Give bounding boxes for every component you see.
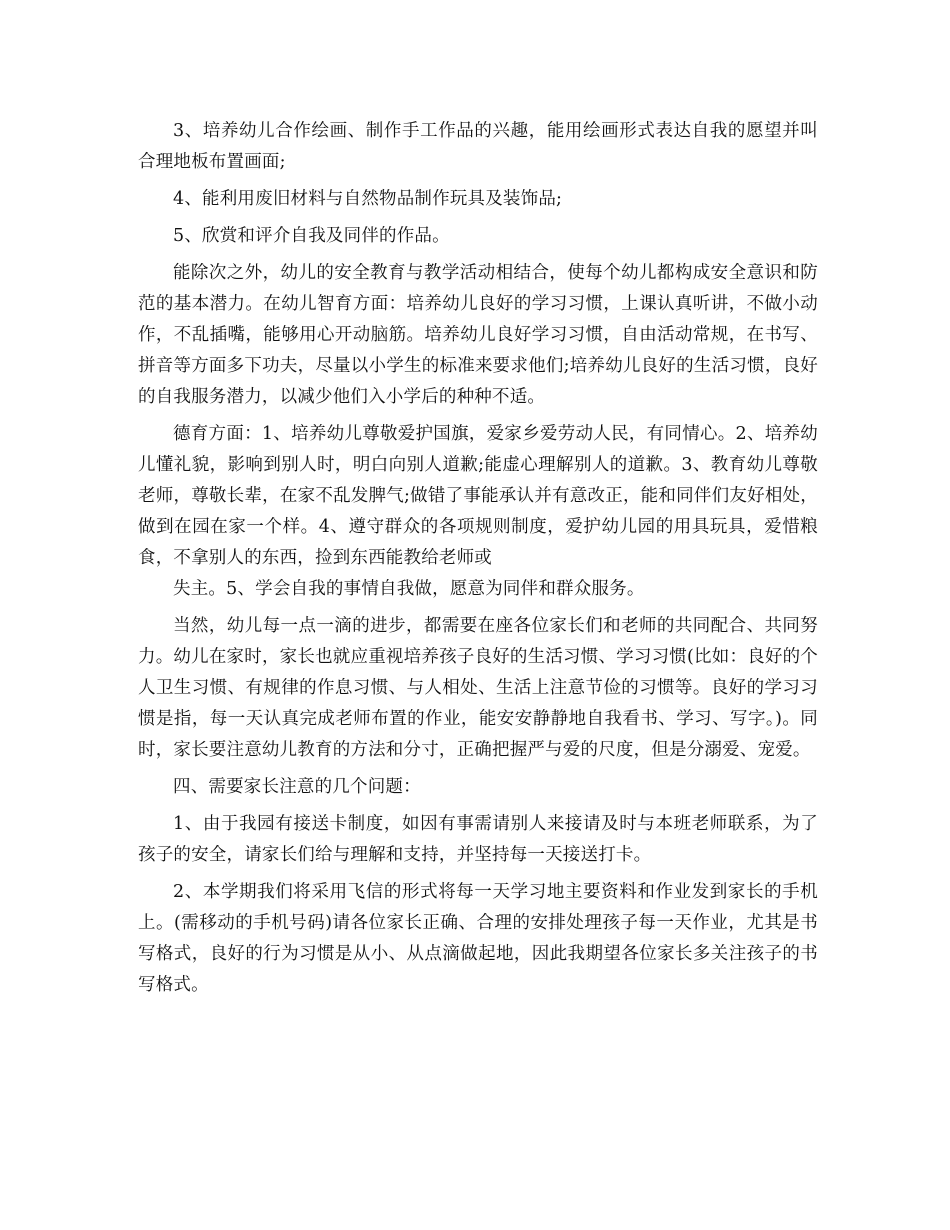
paragraph-goal-5: 5、欣赏和评介自我及同伴的作品。 <box>173 226 450 246</box>
paragraph-moral-education-cont: 失主。5、学会自我的事情自我做，愿意为同伴和群众服务。 <box>173 579 645 599</box>
paragraph-goal-4: 4、能利用废旧材料与自然物品制作玩具及装饰品; <box>173 189 563 209</box>
paragraph-note-1: 1、由于我园有接送卡制度，如因有事需请别人来接请及时与本班老师联系，为了孩子的安全，请家长们给与理解和支持，并坚持每一天接送打卡。 <box>138 814 818 865</box>
paragraph-note-2: 2、本学期我们将采用飞信的形式将每一天学习地主要资料和作业发到家长的手机上。(需移动的手机号码)请各位家长正确、合理的安排处理孩子每一天作业，尤其是书写格式，良好的行为习惯是从小、从点滴做起地，因此我期望各位家长多关注孩子的书写格式。 <box>138 882 818 995</box>
paragraph-safety-intellect: 能除次之外，幼儿的安全教育与教学活动相结合，使每个幼儿都构成安全意识和防范的基本潜力。在幼儿智育方面：培养幼儿良好的学习习惯，上课认真听讲，不做小动作，不乱插嘴，能够用心开动脑筋。培养幼儿良好学习习惯，自由活动常规，在书写、拼音等方面多下功夫，尽量以小学生的标准来要求他们;培养幼儿良好的生活习惯，良好的自我服务潜力，以减少他们入小学后的种种不适。 <box>138 263 818 407</box>
paragraph-parent-cooperation: 当然，幼儿每一点一滴的进步，都需要在座各位家长们和老师的共同配合、共同努力。幼儿在家时，家长也就应重视培养孩子良好的生活习惯、学习习惯(比如：良好的个人卫生习惯、有规律的作息习惯、与人相处、生活上注意节俭的习惯等。良好的学习习惯是指，每一天认真完成老师布置的作业，能安安静静地自我看书、学习、写字。)。同时，家长要注意幼儿教育的方法和分寸，正确把握严与爱的尺度，但是分溺爱、宠爱。 <box>138 616 818 760</box>
document-body <box>138 116 818 1007</box>
paragraph-goal-3: 3、培养幼儿合作绘画、制作手工作品的兴趣，能用绘画形式表达自我的愿望并叫合理地板布置画面; <box>138 121 818 172</box>
paragraph-moral-education: 德育方面：1、培养幼儿尊敬爱护国旗，爱家乡爱劳动人民，有同情心。2、培养幼儿懂礼貌，影响到别人时，明白向别人道歉;能虚心理解别人的道歉。3、教育幼儿尊敬老师，尊敬长辈，在家不乱发脾气;做错了事能承认并有意改正，能和同伴们友好相处，做到在园在家一个样。4、遵守群众的各项规则制度，爱护幼儿园的用具玩具，爱惜粮食，不拿别人的东西，捡到东西能教给老师或 <box>138 424 818 568</box>
section-heading-parent-notes: 四、需要家长注意的几个问题： <box>173 777 421 797</box>
